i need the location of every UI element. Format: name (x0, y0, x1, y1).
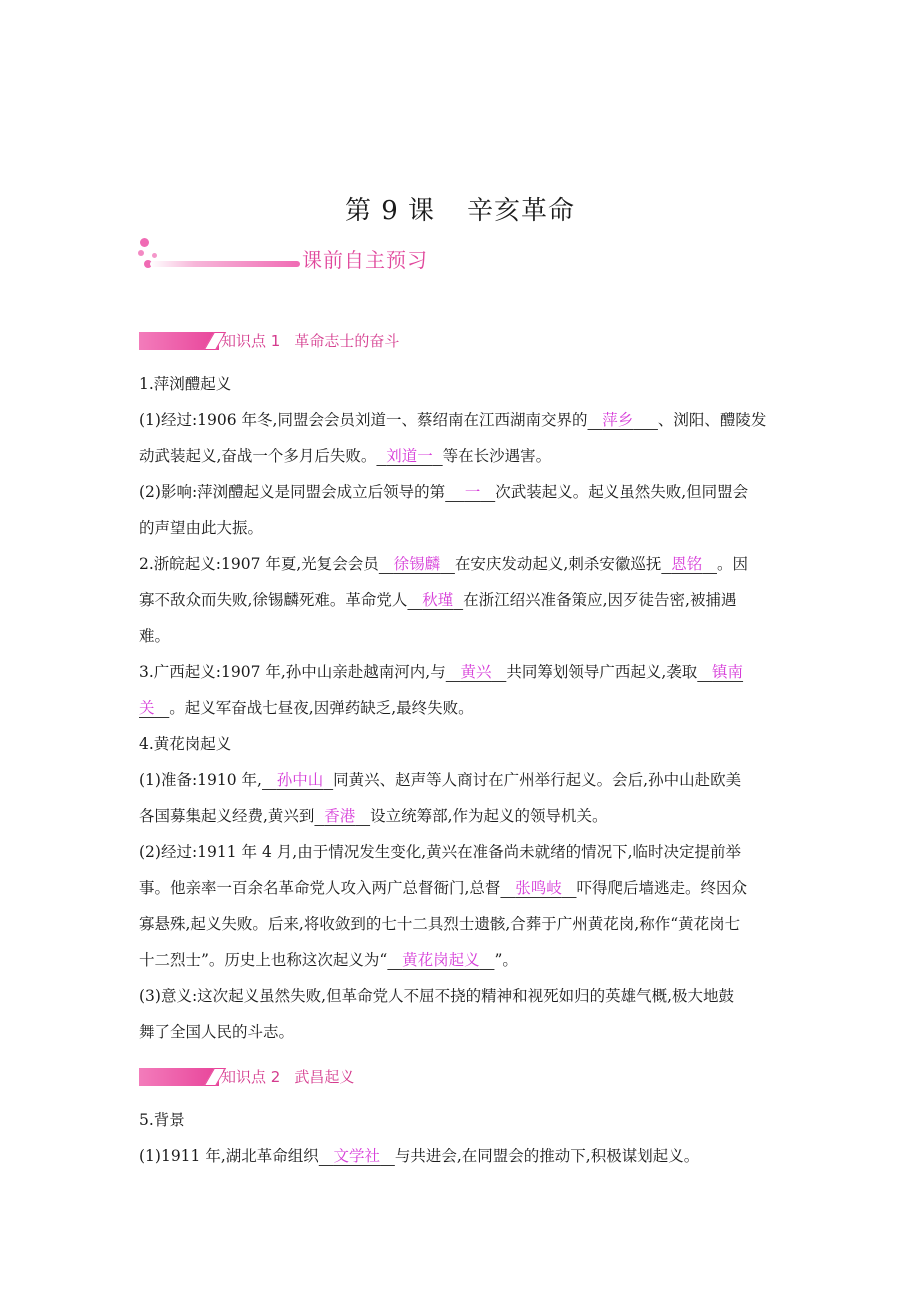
text-segment: 在浙江绍兴准备策应,因歹徒告密,被捕遇 (463, 591, 737, 609)
paragraph (139, 726, 789, 762)
text-segment: 难。 (139, 627, 171, 645)
text-segment: 吓得爬后墙逃走。终因众 (576, 879, 748, 897)
answer-text: 镇南 (712, 663, 744, 681)
knowledge-point-2-header (139, 1066, 459, 1088)
paragraph (139, 1138, 789, 1174)
text-segment: 事。他亲率一百余名革命党人攻入两广总督衙门,总督 (139, 879, 501, 897)
kp1-label: 知识点 1 (221, 332, 281, 350)
answer-text: 文学社 (333, 1147, 381, 1165)
answer-blank (446, 663, 507, 681)
answer-text: 关 (139, 699, 155, 717)
text-segment: 。因 (716, 555, 748, 573)
text-segment: 寡不敌众而失败,徐锡麟死难。革命党人 (139, 591, 408, 609)
lesson-name: 辛亥革命 (467, 196, 576, 226)
text-segment: 各国募集起义经费,黄兴到 (139, 807, 315, 825)
answer-text: 孙中山 (276, 771, 324, 789)
answer-blank (445, 483, 495, 501)
answer-text: 徐锡麟 (393, 555, 441, 573)
answer-blank (319, 1147, 395, 1165)
text-segment: (1)准备:1910 年, (139, 771, 262, 789)
paragraph (139, 1014, 789, 1050)
answer-text: 香港 (324, 807, 356, 825)
text-segment: 3.广西起义:1907 年,孙中山亲赴越南河内,与 (139, 663, 446, 681)
answer-text: 黄兴 (460, 663, 492, 681)
text-segment: 在安庆发动起义,刺杀安徽巡抚 (454, 555, 662, 573)
paragraph (139, 834, 789, 870)
text-segment: 等在长沙遇害。 (442, 447, 552, 465)
text-segment: 次武装起义。起义虽然失败,但同盟会 (495, 483, 749, 501)
text-segment: 共同筹划领导广西起义,袭取 (506, 663, 698, 681)
answer-blank (314, 807, 370, 825)
text-segment: (2)经过:1911 年 4 月,由于情况发生变化,黄兴在准备尚未就绪的情况下,临时决定提前举 (139, 843, 742, 861)
text-segment: 。起义军奋战七昼夜,因弹药缺乏,最终失败。 (169, 699, 474, 717)
paragraph (139, 618, 789, 654)
answer-blank (500, 879, 576, 897)
paragraph (139, 510, 789, 546)
answer-blank (262, 771, 333, 789)
text-segment: 4.黄花岗起义 (139, 735, 232, 753)
answer-blank (661, 555, 717, 573)
paragraph (139, 906, 789, 942)
answer-blank (697, 663, 743, 681)
section-divider (150, 261, 300, 267)
text-segment: 的声望由此大振。 (139, 519, 264, 537)
answer-blank (387, 951, 494, 969)
answer-blank (376, 447, 442, 465)
text-segment: (3)意义:这次起义虽然失败,但革命党人不屈不挠的精神和视死如归的英雄气概,极大地鼓 (139, 987, 735, 1005)
paragraph (139, 582, 789, 618)
paragraph (139, 654, 789, 690)
knowledge-point-1-header (139, 330, 459, 352)
paragraph (139, 942, 789, 978)
answer-text: 恩铭 (671, 555, 703, 573)
text-segment: ”。 (494, 951, 518, 969)
paragraph (139, 366, 789, 402)
answer-text: 刘道一 (386, 447, 433, 465)
lesson-number: 第 9 课 (344, 196, 436, 226)
kp2-name: 武昌起义 (294, 1068, 355, 1086)
text-segment: (2)影响:萍浏醴起义是同盟会成立后领导的第 (139, 483, 446, 501)
paragraph (139, 978, 789, 1014)
text-segment: 十二烈士”。历史上也称这次起义为“ (139, 951, 388, 969)
text-segment: 、浏阳、醴陵发 (657, 411, 767, 429)
text-segment: 设立统筹部,作为起义的领导机关。 (370, 807, 608, 825)
answer-text: 萍乡 (602, 411, 634, 429)
paragraph (139, 438, 789, 474)
paragraph (139, 798, 789, 834)
text-segment: 1.萍浏醴起义 (139, 375, 232, 393)
paragraph (139, 762, 789, 798)
answer-text: 秋瑾 (422, 591, 454, 609)
section-label: 课前自主预习 (302, 248, 428, 272)
text-segment: 同黄兴、赵声等人商讨在广州举行起义。会后,孙中山赴欧美 (333, 771, 742, 789)
answer-blank (407, 591, 463, 609)
text-segment: (1)1911 年,湖北革命组织 (139, 1147, 319, 1165)
answer-text: 张鸣岐 (515, 879, 562, 897)
paragraph (139, 402, 789, 438)
paragraph (139, 1102, 789, 1138)
paragraph (139, 474, 789, 510)
text-segment: 2.浙皖起义:1907 年夏,光复会会员 (139, 555, 379, 573)
paragraph (139, 870, 789, 906)
paragraph (139, 546, 789, 582)
section-banner (138, 236, 458, 276)
answer-blank (587, 411, 657, 429)
text-segment: 5.背景 (139, 1111, 185, 1129)
text-segment: 寡悬殊,起义失败。后来,将收敛到的七十二具烈士遗骸,合葬于广州黄花岗,称作“黄花岗七 (139, 915, 741, 933)
paragraph (139, 690, 789, 726)
text-segment: 动武装起义,奋战一个多月后失败。 (139, 447, 377, 465)
lesson-title (0, 190, 920, 227)
text-segment: 舞了全国人民的斗志。 (139, 1023, 295, 1041)
text-segment: (1)经过:1906 年冬,同盟会会员刘道一、蔡绍南在江西湖南交界的 (139, 411, 588, 429)
answer-blank (139, 699, 169, 717)
answer-text: 一 (464, 483, 481, 501)
kp2-label: 知识点 2 (221, 1068, 281, 1086)
answer-blank (379, 555, 455, 573)
answer-text: 黄花岗起义 (402, 951, 480, 969)
text-segment: 与共进会,在同盟会的推动下,积极谋划起义。 (394, 1147, 700, 1165)
kp1-name: 革命志士的奋斗 (294, 332, 400, 350)
